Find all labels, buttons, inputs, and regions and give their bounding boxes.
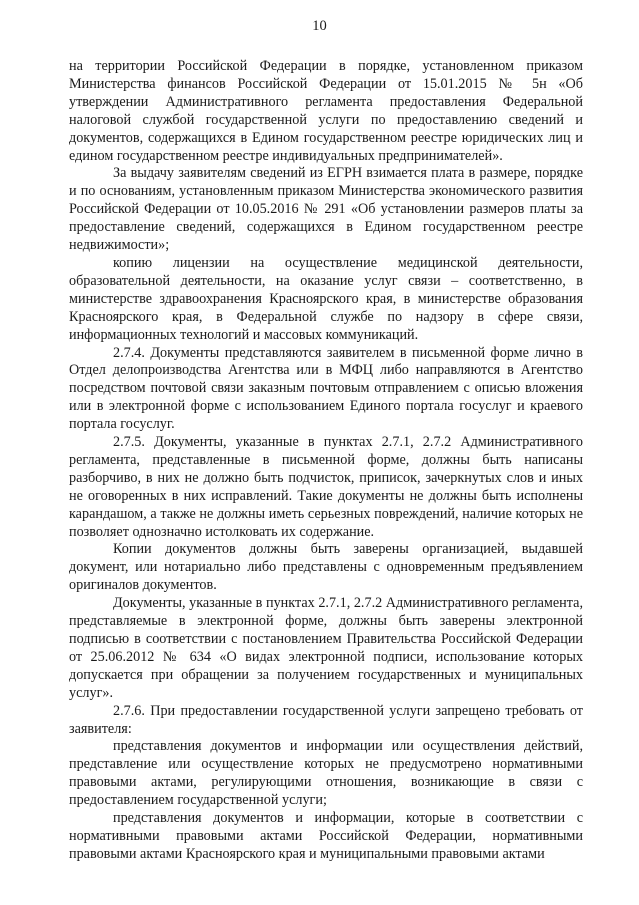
paragraph: 2.7.6. При предоставлении государственной услуги запрещено требовать от заявителя: [69, 702, 583, 737]
paragraph: на территории Российской Федерации в порядке, установленном приказом Министерства финансов Российской Федерации от 15.01.2015 № 5н «Об утверждении Административного регламента предоставления Федеральной налоговой службой государственной услуги по предоставлению сведений и документов, содержащихся в Едином государственном реестре юридических лиц и едином государственном реестре индивидуальных предпринимателей». [69, 58, 583, 164]
paragraph: 2.7.5. Документы, указанные в пунктах 2.7.1, 2.7.2 Административного регламента, представленные в письменной форме, должны быть написаны разборчиво, в них не должно быть подчисток, приписок, зачеркнутых слов и иных не оговоренных в них исправлений. Такие документы не должны быть исполнены карандашом, а также не должны иметь серьезных повреждений, наличие которых не позволяет однозначно истолковать их содержание. [69, 434, 583, 540]
paragraph: 2.7.4. Документы представляются заявителем в письменной форме лично в Отдел делопроизводства Агентства или в МФЦ либо направляются в Агентство посредством почтовой связи заказным почтовым отправлением с описью вложения или в электронной форме с использованием Единого портала госуслуг и краевого портала госуслуг. [69, 344, 583, 433]
paragraph: Документы, указанные в пунктах 2.7.1, 2.7.2 Административного регламента, представляемые в электронной форме, должны быть заверены электронной подписью в соответствии с постановлением Правительства Российской Федерации от 25.06.2012 № 634 «О видах электронной подписи, использование которых допускается при обращении за получением государственных и муниципальных услуг». [69, 595, 583, 701]
page-number: 10 [312, 18, 327, 34]
document-body [69, 58, 583, 864]
paragraph: За выдачу заявителям сведений из ЕГРН взимается плата в размере, порядке и по основаниям, установленным приказом Министерства экономического развития Российской Федерации от 10.05.2016 № 291 «Об установлении размеров платы за предоставление сведений, содержащихся в Едином государственном реестре недвижимости»; [69, 165, 583, 254]
paragraph: представления документов и информации или осуществления действий, представление или осуществление которых не предусмотрено нормативными правовыми актами, регулирующими отношения, возникающие в связи с предоставлением государственной услуги; [69, 738, 583, 809]
paragraph: представления документов и информации, которые в соответствии с нормативными правовыми актами Российской Федерации, нормативными правовыми актами Красноярского края и муниципальными правовыми актами [69, 810, 583, 862]
paragraph: копию лицензии на осуществление медицинской деятельности, образовательной деятельности, на оказание услуг связи – соответственно, в министерстве здравоохранения Красноярского края, в министерстве образования Красноярского края, в Федеральной службе по надзору в сфере связи, информационных технологий и массовых коммуникаций. [69, 254, 583, 343]
paragraph: Копии документов должны быть заверены организацией, выдавшей документ, или нотариально либо представлены с одновременным предъявлением оригиналов документов. [69, 541, 583, 594]
